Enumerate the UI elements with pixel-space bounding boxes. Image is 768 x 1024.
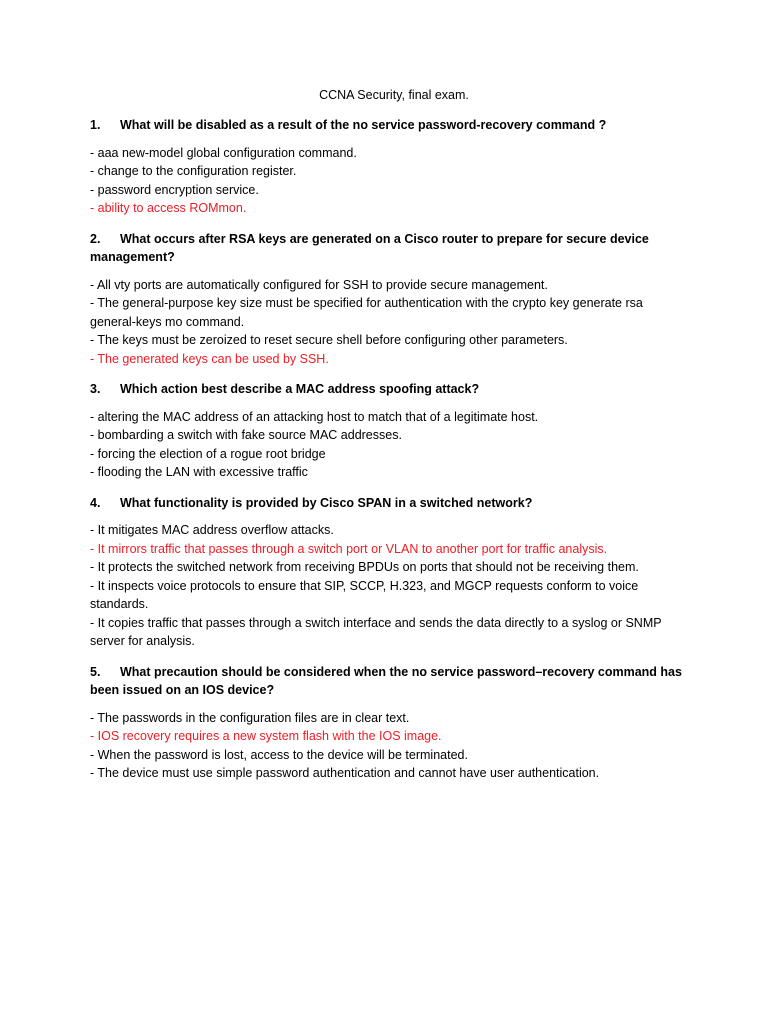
answer-option: - flooding the LAN with excessive traffic — [90, 465, 308, 479]
answer-option: - altering the MAC address of an attacking host to match that of a legitimate host. — [90, 409, 539, 424]
answer-option: - The passwords in the configuration files are in clear text. — [90, 710, 410, 725]
question-number: 3. — [90, 382, 101, 396]
question-list — [90, 116, 690, 783]
answer-list — [90, 276, 690, 369]
question-text: What precaution should be considered when the no service password–recovery command has been issued on an IOS device? — [90, 664, 682, 697]
answer-list — [90, 709, 690, 783]
question-text: What functionality is provided by Cisco SPAN in a switched network? — [120, 495, 533, 510]
correct-answer: - IOS recovery requires a new system flash with the IOS image. — [90, 729, 442, 743]
correct-answer: - The generated keys can be used by SSH. — [90, 351, 329, 366]
question-4 — [90, 494, 690, 513]
answer-option: - It inspects voice protocols to ensure that SIP, SCCP, H.323, and MGCP requests conform to voice standards. — [90, 578, 639, 611]
correct-answer: - It mirrors traffic that passes through a switch port or VLAN to another port for traffic analysis. — [90, 541, 608, 556]
page-title: CCNA Security, final exam. — [319, 88, 469, 102]
exam-page — [90, 86, 690, 795]
correct-answer: - ability to access ROMmon. — [90, 201, 247, 215]
answer-option: - The device must use simple password authentication and cannot have user authentication. — [90, 766, 600, 780]
answer-option: - All vty ports are automatically configured for SSH to provide secure management. — [90, 277, 548, 292]
answer-list — [90, 521, 690, 651]
answer-option: - The general-purpose key size must be specified for authentication with the crypto key generate rsa general-keys mo command. — [90, 296, 643, 329]
answer-option: - forcing the election of a rogue root bridge — [90, 446, 326, 461]
answer-option: - The keys must be zeroized to reset secure shell before configuring other parameters. — [90, 333, 568, 347]
answer-option: - password encryption service. — [90, 182, 259, 197]
answer-option: - It copies traffic that passes through a switch interface and sends the data directly to a syslog or SNMP server for analysis. — [90, 615, 662, 648]
question-text: What will be disabled as a result of the no service password-recovery command ? — [120, 118, 607, 132]
question-1 — [90, 116, 690, 135]
answer-option: - It mitigates MAC address overflow attacks. — [90, 523, 334, 537]
question-3 — [90, 380, 690, 399]
question-text: What occurs after RSA keys are generated on a Cisco router to prepare for secure device management? — [90, 231, 649, 264]
question-number: 5. — [90, 664, 101, 679]
answer-option: - It protects the switched network from receiving BPDUs on ports that should not be receiving them. — [90, 560, 639, 574]
answer-list — [90, 144, 690, 218]
answer-list — [90, 408, 690, 482]
answer-option: - bombarding a switch with fake source MAC addresses. — [90, 428, 402, 442]
question-number: 1. — [90, 118, 101, 132]
question-5 — [90, 663, 690, 700]
question-number: 2. — [90, 231, 101, 246]
question-number: 4. — [90, 495, 101, 510]
answer-option: - change to the configuration register. — [90, 164, 297, 178]
answer-option: - When the password is lost, access to the device will be terminated. — [90, 747, 468, 762]
question-2 — [90, 230, 690, 267]
question-text: Which action best describe a MAC address spoofing attack? — [120, 382, 480, 396]
answer-option: - aaa new-model global configuration command. — [90, 145, 357, 160]
